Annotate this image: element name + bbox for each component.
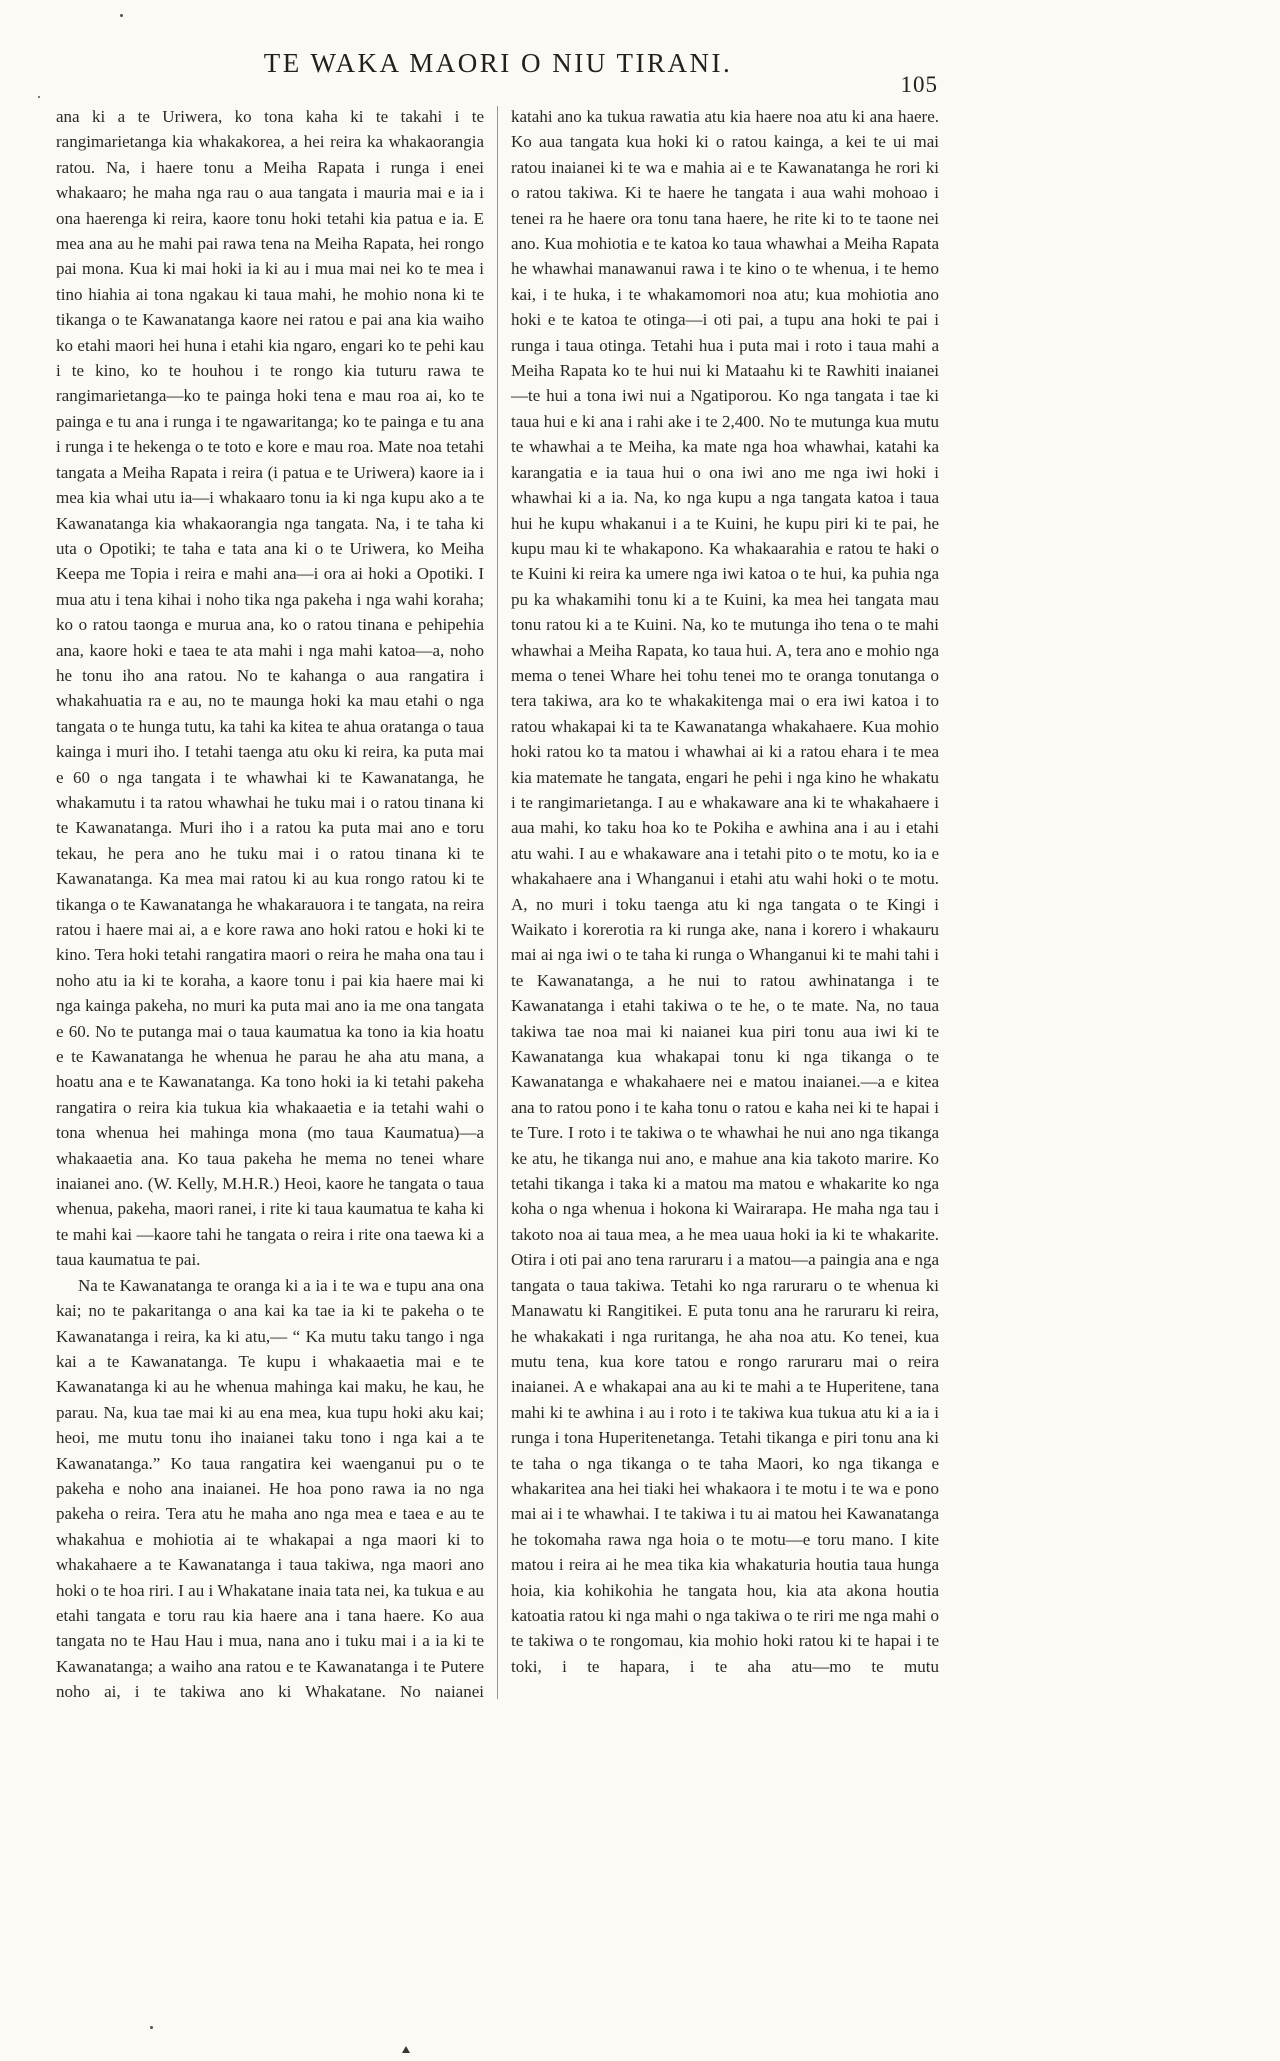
page-content [56, 48, 940, 1705]
paragraph: ana ki a te Uriwera, ko tona kaha ki te takahi i te rangimarietanga kia whakakorea, a hei reira ka whakaorangia ratou. Na, i haere tonu a Meiha Rapata i runga i enei whakaaro; he maha nga rau o aua tangata i mauria mai e ia i ona haerenga ki reira, kaore tonu hoki tetahi kia patua e ia. E mea ana au he mahi pai rawa tena na Meiha Rapata, hei rongo pai mona. Kua ki mai hoki ia ki au i mua mai nei ko te mea i tino hiahia ai tona ngakau ki taua mahi, he mohio nona ki te tikanga o te Kawanatanga kaore nei ratou e pai ana kia waiho ko etahi maori hei huna i etahi kia ngaro, engari ko te pehi kau i te kino, ko te houhou i te rongo kia tuturu rawa te rangimarietanga—ko te painga hoki tena e mau roa ai, ko te painga e tu ana i runga i te ngawaritanga; ko te painga e tu ana i runga i te hekenga o te toto e kore e mau roa. Mate noa tetahi tangata a Meiha Rapata i reira (i patua e te Uriwera) kaore ia i mea kia whai utu ia—i whakaaro tonu ia ki nga kupu ako a te Kawanatanga kia whakaorangia nga tangata. Na, i te taha ki uta o Opotiki; te taha e tata ana ki o te Uriwera, ko Meiha Keepa me Topia i reira e mahi ana—i ora ai hoki a Opotiki. I mua atu i tena kihai i noho tika nga pakeha i nga wahi koraha; ko o ratou taonga e murua ana, ko o ratou tinana e pehipehia ana, kaore hoki e taea te ata mahi i nga mahi katoa—a, noho he tonu iho ana ratou. No te kahanga o aua rangatira i whakahuatia ra e au, no te maunga hoki ka mau etahi o nga tangata o te hunga tutu, ka tahi ka kitea te ahua oratanga o taua kainga i muri iho. I tetahi taenga atu oku ki reira, ka puta mai e 60 o nga tangata i te whawhai ki te Kawanatanga, he whakamutu i ta ratou whawhai he tuku mai i o ratou tinana ki te Kawanatanga. Muri iho i a ratou ka puta mai ano e toru tekau, he pera ano he tuku mai i o ratou tinana ki te Kawanatanga. Ka mea mai ratou ki au kua rongo ratou ki te tikanga o te Kawanatanga he whakarauora i te tangata, na reira ratou i haere mai ai, a e kore rawa ano hoki ratou e hoki ki te kino. Tera hoki tetahi rangatira maori o reira he maha ona tau i noho atu ia ki te koraha, a kaore tonu i pai kia haere mai ki nga kainga pakeha, no muri ka puta mai ano ia me ona tangata e 60. No te putanga mai o taua kaumatua ka tono ia kia hoatu e te Kawanatanga he whenua he parau he aha atu mana, a hoatu ana e te Kawanatanga. Ka tono hoki ia ki tetahi pakeha rangatira o reira kia tukua kia whakaaetia e ia tetahi wahi o tona whenua hei mahinga mona (mo taua Kaumatua)—a whakaaetia ana. Ko taua pakeha he mema no tenei whare inaianei ano. (W. Kelly, M.H.R.) Heoi, kaore he tangata o taua whenua, pakeha, maori ranei, i rite ki taua kaumatua te kaha ki te mahi kai —kaore tahi he tangata o reira i rite ona taewa ki a taua kaumatua te pai. [56, 107, 484, 1270]
newspaper-title: TE WAKA MAORI O NIU TIRANI. [263, 48, 733, 78]
scan-speck [38, 96, 40, 98]
scan-speck [150, 2026, 153, 2029]
printers-mark [402, 2046, 410, 2053]
column-left [56, 104, 484, 1705]
text-columns [56, 104, 940, 1705]
scan-speck [120, 14, 123, 17]
masthead [56, 48, 940, 97]
page-number: 105 [900, 72, 938, 97]
column-rule-divider [497, 106, 498, 1699]
paragraph: Na te Kawanatanga te oranga ki a ia i te wa e tupu ana ona kai; no te pakaritanga o ana kai ka tae ia ki te pakeha o te Kawanatanga i reira, ka ki atu,— “ Ka mutu taku tango i nga kai a te Kawanatanga. Te kupu i whakaaetia mai e te Kawanatanga ki au he whenua mahinga kai maku, he kau, he parau. Na, kua tae mai ki au ena mea, kua tupu hoki aku kai; heoi, me mutu tonu iho inaianei taku tono i nga kai a te Kawanatanga.” Ko taua rangatira kei waenganui pu o te pakeha e noho ana inaianei. He hoa pono rawa ia no nga pakeha o reira. Tera atu he maha ano nga mea e taea e au te whakahua e mohiotia ai te whakapai a nga maori ki to whakahaere a te Kawanatanga i taua takiwa, nga maori ano hoki o te hoa riri. I au i Whakatane inaia tata nei, ka tukua e au etahi tangata e toru rau kia haere ana i tana haere. Ko aua tangata no te Hau Hau i mua, nana ano i tuku mai i a ia ki te Kawanatanga; a waiho ana ratou e te Kawanatanga i te Putere noho ai, i te takiwa ano ki Whakatane. No naianei [56, 1275, 484, 1702]
column-right [511, 104, 939, 1705]
paragraph: katahi ano ka tukua rawatia atu kia haere noa atu ki ana haere. Ko aua tangata kua hoki ki o ratou kainga, a kei te ui mai ratou inaianei ki te wa e mahia ai e te Kawanatanga he rori ki o ratou takiwa. Ki te haere he tangata i aua wahi mohoao i tenei ra he haere ora tonu tana haere, he rite ki to te taone nei ano. Kua mohiotia e te katoa ko taua whawhai a Meiha Rapata he whawhai manawanui rawa i te kino o te whenua, i te hemo kai, i te huka, i te whakamomori noa atu; kua mohiotia ano hoki e te katoa te otinga—i oti pai, a tupu ana hoki te pai i runga i taua otinga. Tetahi hua i puta mai i roto i taua mahi a Meiha Rapata ko te hui nui ki Mataahu ki te Rawhiti inaianei—te hui a tona iwi nui a Ngatiporou. Ko nga tangata i tae ki taua hui e ki ana i rahi ake i te 2,400. No te mutunga kua mutu te whawhai a te Meiha, ka mate nga hoa whawhai, katahi ka karangatia e ia taua hui o ona iwi ano me nga iwi hoki i whawhai ki a ia. Na, ko nga kupu a nga tangata katoa i taua hui he kupu whakanui i a te Kuini, he kupu piri ki te pai, he kupu mau ki te whakapono. Ka whakaarahia e ratou te haki o te Kuini ki reira ka umere nga iwi katoa o te hui, ka puhia nga pu ka whakamihi tonu ki a te Kuini, ka mea hei tangata mau tonu ratou ki a te Kuini. Na, ko te mutunga iho tena o te mahi whawhai a Meiha Rapata, ko taua hui. A, tera ano e mohio nga mema o tenei Whare hei tohu tenei mo te oranga tonutanga o tera takiwa, ara ko te whakakitenga mai o era iwi katoa i to ratou whakapai ki ta te Kawanatanga whakahaere. Kua mohio hoki ratou ko ta matou i whawhai ai ki a ratou ehara i te mea kia matemate he tangata, engari he pehi i nga kino he whakatu i te rangimarietanga. I au e whakaware ana ki te whakahaere i aua mahi, ko taku hoa ko te Pokiha e awhina ana i au i etahi atu wahi. I au e whakaware ana i tetahi pito o te motu, ko ia e whakahaere ana i Whanganui i etahi atu wahi hoki o te motu. A, no muri i toku taenga atu ki nga tangata o te Kingi i Waikato i korerotia ra ki runga ake, nana i korero i whakauru mai ai nga iwi o te taha ki runga o Whanganui ki te mahi tahi i te Kawanatanga, a he nui to ratou awhinatanga i te Kawanatanga i etahi takiwa o te he, o te mate. Na, no taua takiwa tae noa mai ki naianei kua piri tonu aua iwi ki te Kawanatanga kua whakapai tonu ki nga tikanga o te Kawanatanga e whakahaere nei e matou inaianei.—a e kitea ana to ratou pono i te kaha tonu o ratou e kaha nei ki te hapai i te Ture. I roto i te takiwa o te whawhai he nui ano nga tikanga ke atu, he tikanga nui ano, e mahue ana kia takoto marire. Ko tetahi tikanga i taka ki a matou ma matou e whakarite ko nga koha o nga whenua i hokona ki Wairarapa. He maha nga tau i takoto noa ai taua mea, a he mea uaua hoki ia ki te whakarite. Otira i oti pai ano tena raruraru i a matou—a paingia ana e nga tangata o taua takiwa. Tetahi ko nga raruraru o te whenua ki Manawatu ki Rangitikei. E puta tonu ana he raruraru ki reira, he whakakati i nga ruritanga, he aha noa atu. Ko tenei, kua mutu tena, kua kore tatou e rongo raruraru mai o reira inaianei. A e whakapai ana au ki te mahi a te Huperitene, tana mahi ki te awhina i au i roto i te takiwa kua tukua atu ki a ia i runga i tona Huperitenetanga. Tetahi tikanga e piri tonu ana ki te taha o nga tikanga o te taha Maori, ko nga tikanga e whakaritea ana hei tiaki hei whakaora i te motu i te wa e pono mai ai i te whawhai. I te takiwa i tu ai matou hei Kawanatanga he tokomaha rawa nga hoia o te motu—e toru mano. I kite matou i reira ai he mea tika kia whakaturia houtia taua hunga hoia, kia kohikohia he tangata hou, kia ata akona houtia katoatia ratou ki nga mahi o nga takiwa o te riri me nga mahi o te takiwa o te rongomau, kia mohio hoki ratou ki te hapai i te toki, i te hapara, i te aha atu—mo te mutu [511, 107, 939, 1676]
